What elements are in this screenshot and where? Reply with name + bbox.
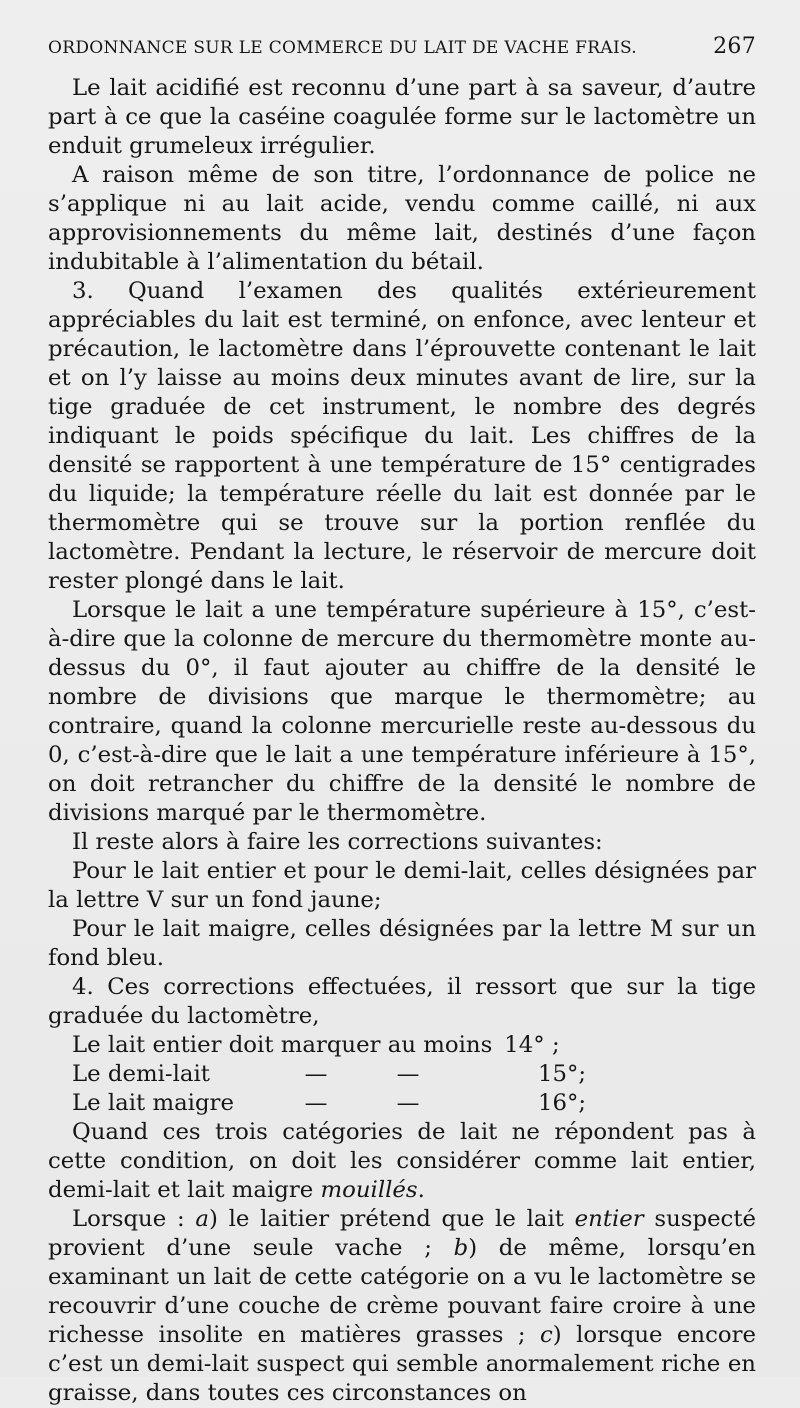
- page-number: 267: [713, 34, 756, 59]
- text-run: Quand ces trois catégories de lait ne répondent pas à cette condition, on doit les considérer comme lait entier, demi-lait et lait maigre: [48, 1119, 756, 1203]
- spec-ditto-mark: —: [396, 1061, 420, 1087]
- spec-name: Le lait maigre: [72, 1090, 234, 1116]
- text-run-italic: a: [195, 1206, 209, 1232]
- paragraph-corrections-skim: Pour le lait maigre, celles désignées par la lettre M sur un fond bleu.: [48, 916, 756, 971]
- spec-ditto-mark: —: [304, 1090, 328, 1116]
- text-run-italic: entier: [574, 1206, 644, 1232]
- spec-value: 14° ;: [504, 1032, 560, 1058]
- paragraph-acidified-milk: Le lait acidifié est reconnu d’une part à sa saveur, d’autre part à ce que la caséine coagulée forme sur le lactomètre un enduit grumeleux irrégulier.: [48, 75, 756, 159]
- text-run-italic: c: [540, 1322, 553, 1348]
- text-run: .: [417, 1177, 425, 1203]
- paragraph-corrections-intro: Il reste alors à faire les corrections suivantes:: [72, 829, 603, 855]
- spec-ditto-mark: —: [304, 1061, 328, 1087]
- text-run: ) le laitier prétend que le lait: [208, 1206, 575, 1232]
- spec-value: 15°;: [538, 1061, 587, 1087]
- running-header: [48, 34, 756, 74]
- text-run: Lorsque :: [72, 1206, 196, 1232]
- paragraph-ordinance-scope: A raison même de son titre, l’ordonnance de police ne s’applique ni au lait acide, vendu comme caillé, ni aux approvisionnements du même lait, destinés d’une façon indubitable à l’alimentation du bétail.: [48, 162, 756, 275]
- text-run: suspecté provient d’une seule vache ;: [48, 1206, 756, 1261]
- spec-value: 16°;: [538, 1090, 587, 1116]
- spec-row-whole-milk: [48, 1031, 756, 1060]
- paragraph-suspect-cases: [48, 1205, 756, 1408]
- spec-row-half-milk: [48, 1060, 756, 1089]
- spec-ditto-mark: —: [396, 1090, 420, 1116]
- text-run-italic: mouillés: [320, 1177, 418, 1203]
- text-run: ) lorsque encore c’est un demi-lait suspect qui semble anormalement riche en graisse, dans toutes ces circonstances on: [48, 1322, 756, 1406]
- running-title: ORDONNANCE SUR LE COMMERCE DU LAIT DE VACHE FRAIS.: [48, 38, 637, 58]
- text-run-italic: b: [453, 1235, 469, 1261]
- spec-name: Le demi-lait: [72, 1061, 210, 1087]
- paragraph-corrections-whole: Pour le lait entier et pour le demi-lait, celles désignées par la lettre V sur un fond jaune;: [48, 858, 756, 913]
- paragraph-graduated-stem: 4. Ces corrections effectuées, il ressort que sur la tige graduée du lactomètre,: [48, 974, 756, 1029]
- text-run: ) de même, lorsqu’en examinant un lait de cette catégorie on a vu le lactomètre se recouvrir d’une couche de crème pouvant faire croire à une richesse insolite en matières grasses ;: [48, 1235, 756, 1348]
- spec-name: Le lait entier doit marquer au moins: [72, 1032, 493, 1058]
- paragraph-watered-milk: [48, 1118, 756, 1205]
- spec-row-skim-milk: [48, 1089, 756, 1118]
- paragraph-lactometer-procedure: 3. Quand l’examen des qualités extérieurement appréciables du lait est terminé, on enfonce, avec lenteur et précaution, le lactomètre dans l’éprouvette contenant le lait et on l’y laisse au moins deux minutes avant de lire, sur la tige graduée de cet instrument, le nombre des degrés indiquant le poids spécifique du lait. Les chiffres de la densité se rapportent à une température de 15° centigrades du liquide; la température réelle du lait est donnée par le thermomètre qui se trouve sur la portion renflée du lactomètre. Pendant la lecture, le réservoir de mercure doit rester plongé dans le lait.: [48, 278, 756, 594]
- paragraph-temperature-correction: Lorsque le lait a une température supérieure à 15°, c’est-à-dire que la colonne de mercure du thermomètre monte au-dessus du 0°, il faut ajouter au chiffre de la densité le nombre de divisions que marque le thermomètre; au contraire, quand la colonne mercurielle reste au-dessous du 0, c’est-à-dire que le lait a une température inférieure à 15°, on doit retrancher du chiffre de la densité le nombre de divisions marqué par le thermomètre.: [48, 597, 756, 826]
